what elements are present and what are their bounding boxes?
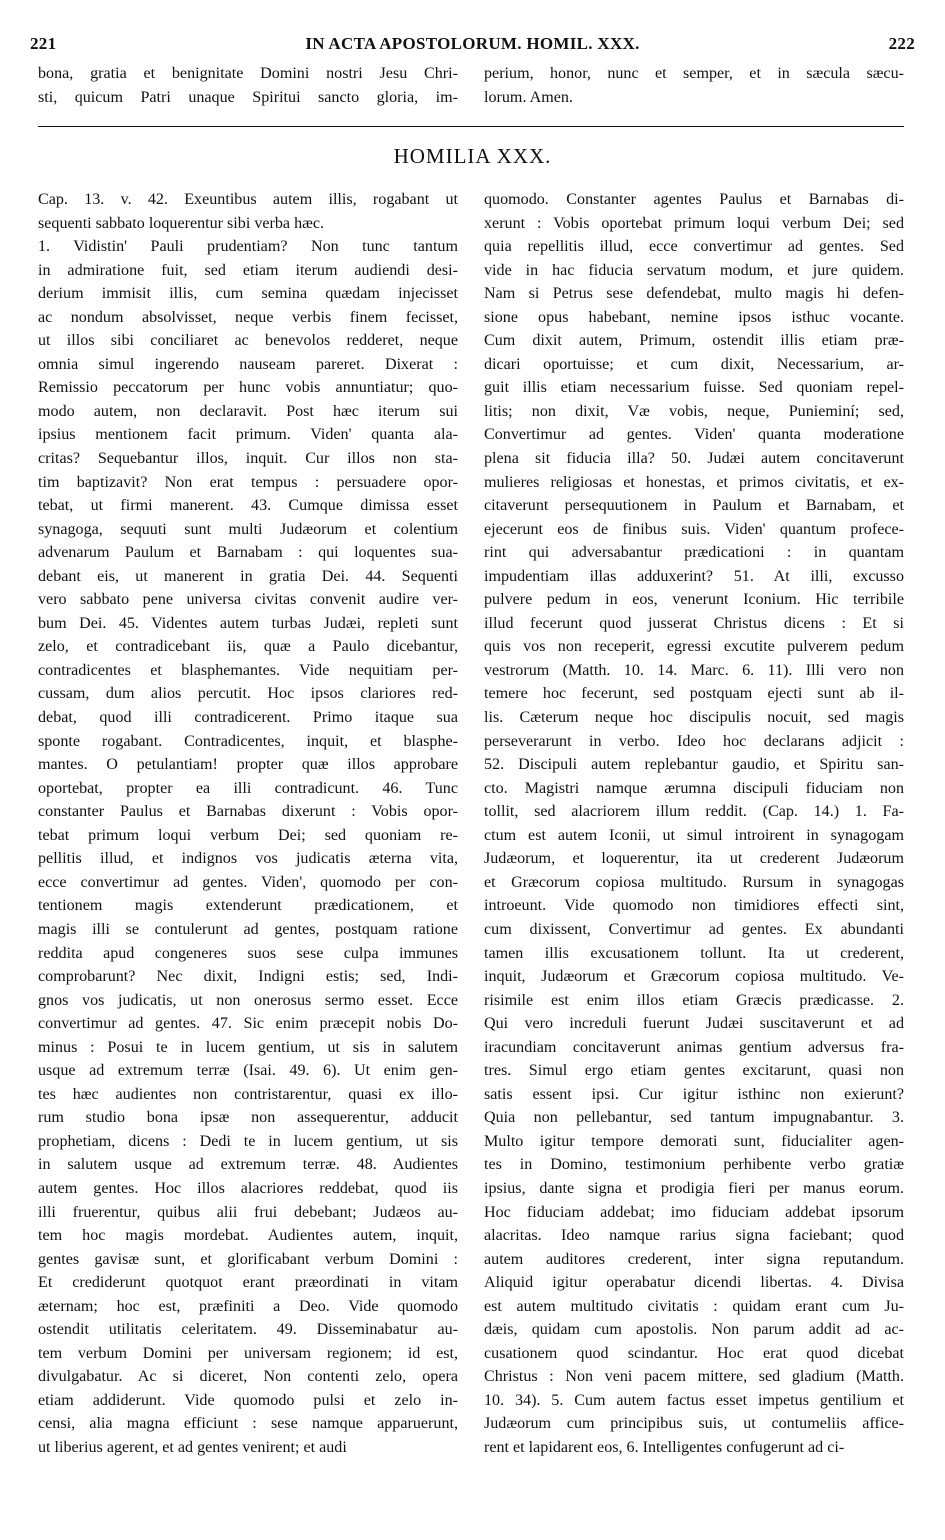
text-line: cussam, dum alios percutit. Hoc ipsos clariores red- <box>38 685 458 703</box>
text-line: dicari oportuisse; et cum dixit, Necessarium, ar- <box>484 355 904 373</box>
text-line: critas? Sequebantur illos, inquit. Cur illos non sta- <box>38 450 458 468</box>
text-line: quomodo. Constanter agentes Paulus et Barnabas di- <box>484 191 904 208</box>
text-line: Convertimur ad gentes. Viden' quanta moderatione <box>484 426 904 444</box>
text-line: comprobarunt? Nec dixit, Indigni estis; sed, Indi- <box>38 968 458 986</box>
text-line: debat, quod illi contradicerent. Primo itaque sua <box>38 709 458 727</box>
text-line: tollit, sed alacriorem illum reddit. (Cap. 14.) 1. Fa- <box>484 803 904 821</box>
text-line: sponte rogabant. Contradicentes, inquit, et blasphe- <box>38 732 458 750</box>
text-line: Remissio peccatorum per hunc vobis annuntiatur; quo- <box>38 379 458 397</box>
text-line: censi, alia magna efficiunt : sese namque apparuerunt, <box>38 1415 458 1433</box>
text-line: Multo igitur tempore demorati sunt, fiducialiter agen- <box>484 1132 904 1150</box>
text-line: vero sabbato pene universa civitas convenit audire ver- <box>38 591 458 609</box>
page-number-right: 222 <box>888 34 915 53</box>
text-line: est autem multitudo civitatis : quidam erant cum Ju- <box>484 1297 904 1315</box>
text-line: debant eis, ut manerent in gratia Dei. 44. Sequenti <box>38 567 458 585</box>
text-line: alacritas. Ideo namque rarius signa faciebant; quod <box>484 1227 904 1245</box>
text-line: rint qui adversabantur prædicationi : in quantam <box>484 544 904 562</box>
text-line: etiam addiderunt. Vide quomodo pulsi et zelo in- <box>38 1391 458 1409</box>
running-head <box>30 34 915 58</box>
text-line: oportebat, propter ea illi contradicunt. 46. Tunc <box>38 779 458 797</box>
text-line: tebat primum loqui verbum Dei; sed quoniam re- <box>38 826 458 844</box>
text-line: temere hoc fecerunt, sed postquam ejecti sunt ab il- <box>484 685 904 703</box>
homily-title: HOMILIA XXX. <box>393 144 552 168</box>
text-line: minus : Posui te in lucem gentium, ut sis in salutem <box>38 1038 458 1056</box>
text-line: perseverarunt in verbo. Ideo hoc declarans adjicit : <box>484 732 904 750</box>
running-title: IN ACTA APOSTOLORUM. HOMIL. XXX. <box>305 34 640 53</box>
text-line: mantes. O petulantiam! propter quæ illos approbare <box>38 756 458 774</box>
text-line: illud fecerunt quod jusserat Christus dicens : Et si <box>484 614 904 632</box>
text-line: ipsius mentionem facit primum. Viden' quanta ala- <box>38 426 458 444</box>
section-divider <box>38 126 904 127</box>
text-line: plena sit fiducia illa? 50. Judæi autem concitaverunt <box>484 450 904 468</box>
text-line: modo autem, non declaravit. Post hæc iterum sui <box>38 402 458 420</box>
text-line: usque ad extremum terræ (Isai. 49. 6). Ut enim gen- <box>38 1062 458 1080</box>
text-line: bum Dei. 45. Videntes autem turbas Judæi, repleti sunt <box>38 614 458 632</box>
main-right-column <box>484 188 904 1460</box>
text-line: tes in Domino, testimonium perhibente verbo gratiæ <box>484 1156 904 1174</box>
text-line: Judæorum cum principibus suis, ut contumeliis affice- <box>484 1415 904 1433</box>
text-line: advenarum Paulum et Barnabam : qui loquentes sua- <box>38 544 458 562</box>
text-line: reddita apud congeneres suos sese culpa immunes <box>38 944 458 962</box>
text-line: ctum est autem Iconii, ut simul introirent in synagogam <box>484 826 904 844</box>
text-line: 1. Vidistin' Pauli prudentiam? Non tunc tantum <box>38 238 458 256</box>
text-line: vestrorum (Matth. 10. 14. Marc. 6. 11). Illi vero non <box>484 661 904 679</box>
page-number-left: 221 <box>30 34 57 53</box>
text-line: Cap. 13. v. 42. Exeuntibus autem illis, rogabant ut <box>38 191 458 208</box>
text-line: sione opus habebant, nemine ipsos isthuc vocante. <box>484 308 904 326</box>
text-line: vide in hac fiducia servatum modum, et jure quidem. <box>484 261 904 279</box>
text-line: guit illis etiam necessarium fuisse. Sed quoniam repel- <box>484 379 904 397</box>
text-line: impudentiam illas adduxerint? 51. At illi, excusso <box>484 567 904 585</box>
text-line: cusationem quod scindantur. Hoc erat quod dicebat <box>484 1344 904 1362</box>
text-line: 10. 34). 5. Cum autem factus esset impetus gentilium et <box>484 1391 904 1409</box>
text-line: ut illos sibi conciliaret ac benevolos redderet, neque <box>38 332 458 350</box>
text-line: ut liberius agerent, et ad gentes venirent; et audi <box>38 1438 347 1456</box>
text-line: contradicentes et blasphemantes. Vide nequitiam per- <box>38 661 458 679</box>
text-line: ac nondum absolvisset, neque verbis finem fecisset, <box>38 308 458 326</box>
text-line: litis; non dixit, Væ vobis, neque, Punieminí; sed, <box>484 402 904 420</box>
text-line: divulgabatur. Ac si diceret, Non contenti zelo, opera <box>38 1368 458 1386</box>
text-line: pellitis illud, et indignos vos judicatis æterna vita, <box>38 850 458 868</box>
text-line: xerunt : Vobis oportebat primum loqui verbum Dei; sed <box>484 214 904 232</box>
text-line: Judæorum, et loquerentur, ita ut crederent Judæorum <box>484 850 904 868</box>
text-line: mulieres religiosas et honestas, et primos civitatis, et ex- <box>484 473 904 491</box>
text-line: convertimur ad gentes. 47. Sic enim præcepit nobis Do- <box>38 1015 458 1033</box>
text-line: citaverunt persequutionem in Paulum et Barnabam, et <box>484 497 904 515</box>
text-line: rum studio bona ipsæ non assequerentur, adducit <box>38 1109 458 1127</box>
text-line: gnos vos judicatis, ut non onerosus sermo esset. Ecce <box>38 991 458 1009</box>
text-line: synagoga, sequuti sunt multi Judæorum et colentium <box>38 520 458 538</box>
text-line: prophetiam, dicens : Dedi te in lucem gentium, ut sis <box>38 1132 458 1150</box>
text-line: quis vos non receperit, egressi excutite pulverem pedum <box>484 638 904 656</box>
text-line: tem verbum Domini per universam regionem; id est, <box>38 1344 458 1362</box>
text-line: magis illi se contulerunt ad gentes, postquam ratione <box>38 920 458 938</box>
text-line: ostendit utilitatis celeritatem. 49. Disseminabatur au- <box>38 1321 458 1339</box>
text-line: sti, quicum Patri unaque Spiritui sancto gloria, im- <box>38 88 458 106</box>
text-line: tebat, ut firmi manerent. 43. Cumque dimissa esset <box>38 497 458 515</box>
text-line: Quia non pellebantur, sed tantum impugnabantur. 3. <box>484 1109 904 1127</box>
text-line: sequenti sabbato loquerentur sibi verba hæc. <box>38 214 325 232</box>
text-line: risimile est enim illos etiam Græcis prædicasse. 2. <box>484 991 904 1009</box>
text-line: cto. Magistri namque ærumna discipuli fiduciam non <box>484 779 904 797</box>
text-line: æternam; hoc est, præfiniti a Deo. Vide quomodo <box>38 1297 458 1315</box>
text-line: cum dixissent, Convertimur ad gentes. Ex abundanti <box>484 920 904 938</box>
text-line: ecce convertimur ad gentes. Viden', quomodo per con- <box>38 873 458 891</box>
text-line: 52. Discipuli autem replebantur gaudio, et Spiritu san- <box>484 756 904 774</box>
text-line: tes hæc audientes non contristarentur, quasi ex illo- <box>38 1085 458 1103</box>
text-line: Christus : Non veni pacem mittere, sed gladium (Matth. <box>484 1368 904 1386</box>
text-line: et Græcorum copiosa multitudo. Rursum in synagogas <box>484 873 904 891</box>
text-line: quia repellitis illud, ecce convertimur ad gentes. Sed <box>484 238 904 256</box>
text-line: Et crediderunt quotquot erant præordinati in vitam <box>38 1274 458 1292</box>
text-line: bona, gratia et benignitate Domini nostri Jesu Chri- <box>38 65 458 82</box>
text-line: iracundiam concitaverunt animas gentium adversus fra- <box>484 1038 904 1056</box>
text-line: pulvere pedum in eos, venerunt Iconium. Hic terribile <box>484 591 904 609</box>
text-line: in admiratione fuit, sed etiam iterum audiendi desi- <box>38 261 458 279</box>
text-line: lorum. Amen. <box>484 88 573 106</box>
text-line: autem auditores crederent, inter signa reputandum. <box>484 1250 904 1268</box>
text-line: introeunt. Vide quomodo non timidiores effecti sint, <box>484 897 904 915</box>
text-line: derium immisit illis, cum semina quædam injecisset <box>38 285 458 303</box>
text-line: dæis, quidam cum apostolis. Non parum addit ad ac- <box>484 1321 904 1339</box>
text-line: ejecerunt eos de finibus suis. Viden' quantum profece- <box>484 520 904 538</box>
text-line: Qui vero increduli fuerunt Judæi suscitaverunt et ad <box>484 1015 904 1033</box>
main-left-column <box>38 188 458 1460</box>
text-line: illi fruerentur, quibus alii frui debebant; Judæos au- <box>38 1203 458 1221</box>
text-line: Cum dixit autem, Primum, ostendit illis etiam præ- <box>484 332 904 350</box>
text-line: satis essent ipsi. Cur igitur isthinc non exierunt? <box>484 1085 904 1103</box>
text-line: tentionem magis extenderunt prædicationem, et <box>38 897 458 915</box>
text-line: tem hoc magis mordebat. Audientes autem, inquit, <box>38 1227 458 1245</box>
text-line: inquit, Judæorum et Græcorum copiosa multitudo. Ve- <box>484 968 904 986</box>
text-line: Hoc fiduciam addebat; imo fiduciam addebat ipsorum <box>484 1203 904 1221</box>
top-left-column <box>38 62 458 109</box>
text-line: zelo, et contradicebant iis, quæ a Paulo dicebantur, <box>38 638 458 656</box>
top-right-column <box>484 62 904 109</box>
text-line: ipsius, dante signa et prodigia fieri per manus eorum. <box>484 1179 904 1197</box>
text-line: tim baptizavit? Non erat tempus : persuadere opor- <box>38 473 458 491</box>
text-line: Nam si Petrus sese defendebat, multo magis hi defen- <box>484 285 904 303</box>
text-line: omnia simul ingerendo nauseam pareret. Dixerat : <box>38 355 458 373</box>
text-line: autem gentes. Hoc illos alacriores reddebat, quod iis <box>38 1179 458 1197</box>
text-line: lis. Cæterum neque hoc discipulis nocuit, sed magis <box>484 709 904 727</box>
text-line: in salutem usque ad extremum terræ. 48. Audientes <box>38 1156 458 1174</box>
text-line: constanter Paulus et Barnabas dixerunt : Vobis opor- <box>38 803 458 821</box>
text-line: gentes gavisæ sunt, et glorificabant verbum Domini : <box>38 1250 458 1268</box>
text-line: tres. Simul ergo etiam gentes excitarunt, quasi non <box>484 1062 904 1080</box>
text-line: perium, honor, nunc et semper, et in sæcula sæcu- <box>484 65 904 82</box>
text-line: rent et lapidarent eos, 6. Intelligentes confugerunt ad ci- <box>484 1438 845 1456</box>
text-line: Aliquid igitur operabatur dicendi libertas. 4. Divisa <box>484 1274 904 1292</box>
text-line: tamen illis excusationem tollunt. Ita ut crederent, <box>484 944 904 962</box>
